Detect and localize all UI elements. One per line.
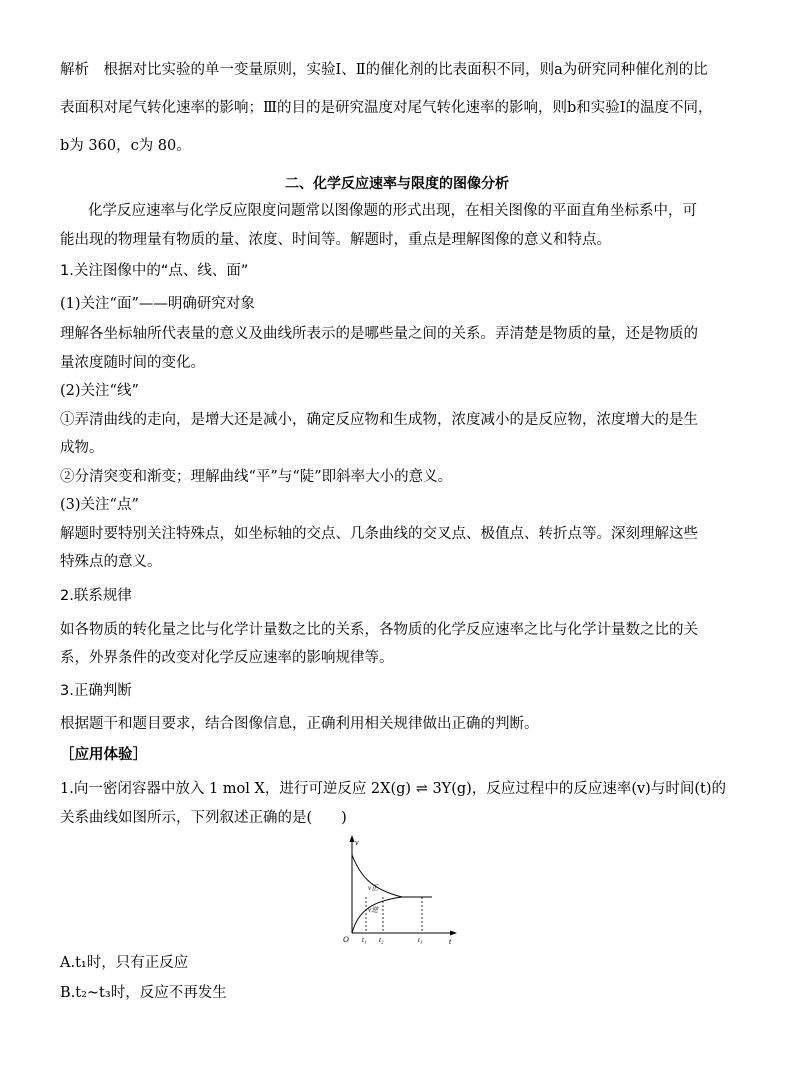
subpoint-3-heading: (3)关注“点” [60,497,139,513]
subpoint-2-heading: (2)关注“线” [60,383,139,399]
reverse-rate-curve [352,897,402,933]
origin-label: O [343,935,349,944]
x-axis-arrow [450,931,457,936]
x-axis-label: t [449,937,452,946]
t2-tick-label: t₂ [379,936,384,944]
subpoint-3-text-1: 解题时要特别关注特殊点，如坐标轴的交点、几条曲线的交叉点、极值点、转折点等。深刻理解这些 [60,526,698,542]
subpoint-2-text-2: 成物。 [60,440,104,456]
section-title: 二、化学反应速率与限度的图像分析 [285,176,509,192]
application-heading: ［应用体验］ [60,747,147,763]
subpoint-1-text-1: 理解各坐标轴所代表量的意义及曲线所表示的是哪些量之间的关系。弄清楚是物质的量，还是物质的 [60,326,698,342]
analysis-line-1: 解析 根据对比实验的单一变量原则，实验Ⅰ、Ⅱ的催化剂的比表面积不同，则a为研究同种催化剂的比 [60,62,708,78]
point-2-text-1: 如各物质的转化量之比与化学计量数之比的关系，各物质的化学反应速率之比与化学计量数之比的关 [60,622,698,638]
forward-rate-curve [352,855,432,897]
y-axis-label: v [355,838,359,847]
question-1-line-1: 1.向一密闭容器中放入 1 mol X，进行可逆反应 2X(g) ⇌ 3Y(g)，反应过程中的反应速率(v)与时间(t)的 [60,781,726,797]
question-1-line-2: 关系曲线如图所示，下列叙述正确的是( ) [60,810,347,826]
t3-tick-label: t₃ [418,936,423,944]
subpoint-1-heading: (1)关注“面”——明确研究对象 [60,296,255,312]
forward-rate-label: v正 [368,884,379,892]
t1-tick-label: t₁ [362,936,367,944]
y-axis-arrow [350,835,355,842]
reverse-rate-label: v逆 [368,906,379,914]
intro-line-1: 化学反应速率与化学反应限度问题常以图像题的形式出现，在相关图像的平面直角坐标系中，可 [88,203,697,219]
rate-time-graph [336,833,460,947]
option-a: A.t₁时，只有正反应 [60,955,189,971]
analysis-line-2: 表面积对尾气转化速率的影响；Ⅲ的目的是研究温度对尾气转化速率的影响，则b和实验Ⅰ的温度不同， [60,100,713,116]
point-3-text: 根据题干和题目要求，结合图像信息，正确利用相关规律做出正确的判断。 [60,716,539,732]
point-1-heading: 1.关注图像中的“点、线、面” [60,263,249,279]
point-3-heading: 3.正确判断 [60,683,132,699]
subpoint-1-text-2: 量浓度随时间的变化。 [60,355,205,371]
point-2-heading: 2.联系规律 [60,588,132,604]
option-b: B.t₂~t₃时，反应不再发生 [60,985,227,1001]
subpoint-3-text-2: 特殊点的意义。 [60,554,162,570]
analysis-line-3: b为 360，c为 80。 [60,138,191,154]
subpoint-2-text-1: ①弄清曲线的走向，是增大还是减小，确定反应物和生成物，浓度减小的是反应物，浓度增大的是生 [60,412,698,428]
point-2-text-2: 系，外界条件的改变对化学反应速率的影响规律等。 [60,650,394,666]
subpoint-2-text-3: ②分清突变和渐变；理解曲线“平”与“陡”即斜率大小的意义。 [60,469,453,485]
intro-line-2: 能出现的物理量有物质的量、浓度、时间等。解题时，重点是理解图像的意义和特点。 [60,232,611,248]
